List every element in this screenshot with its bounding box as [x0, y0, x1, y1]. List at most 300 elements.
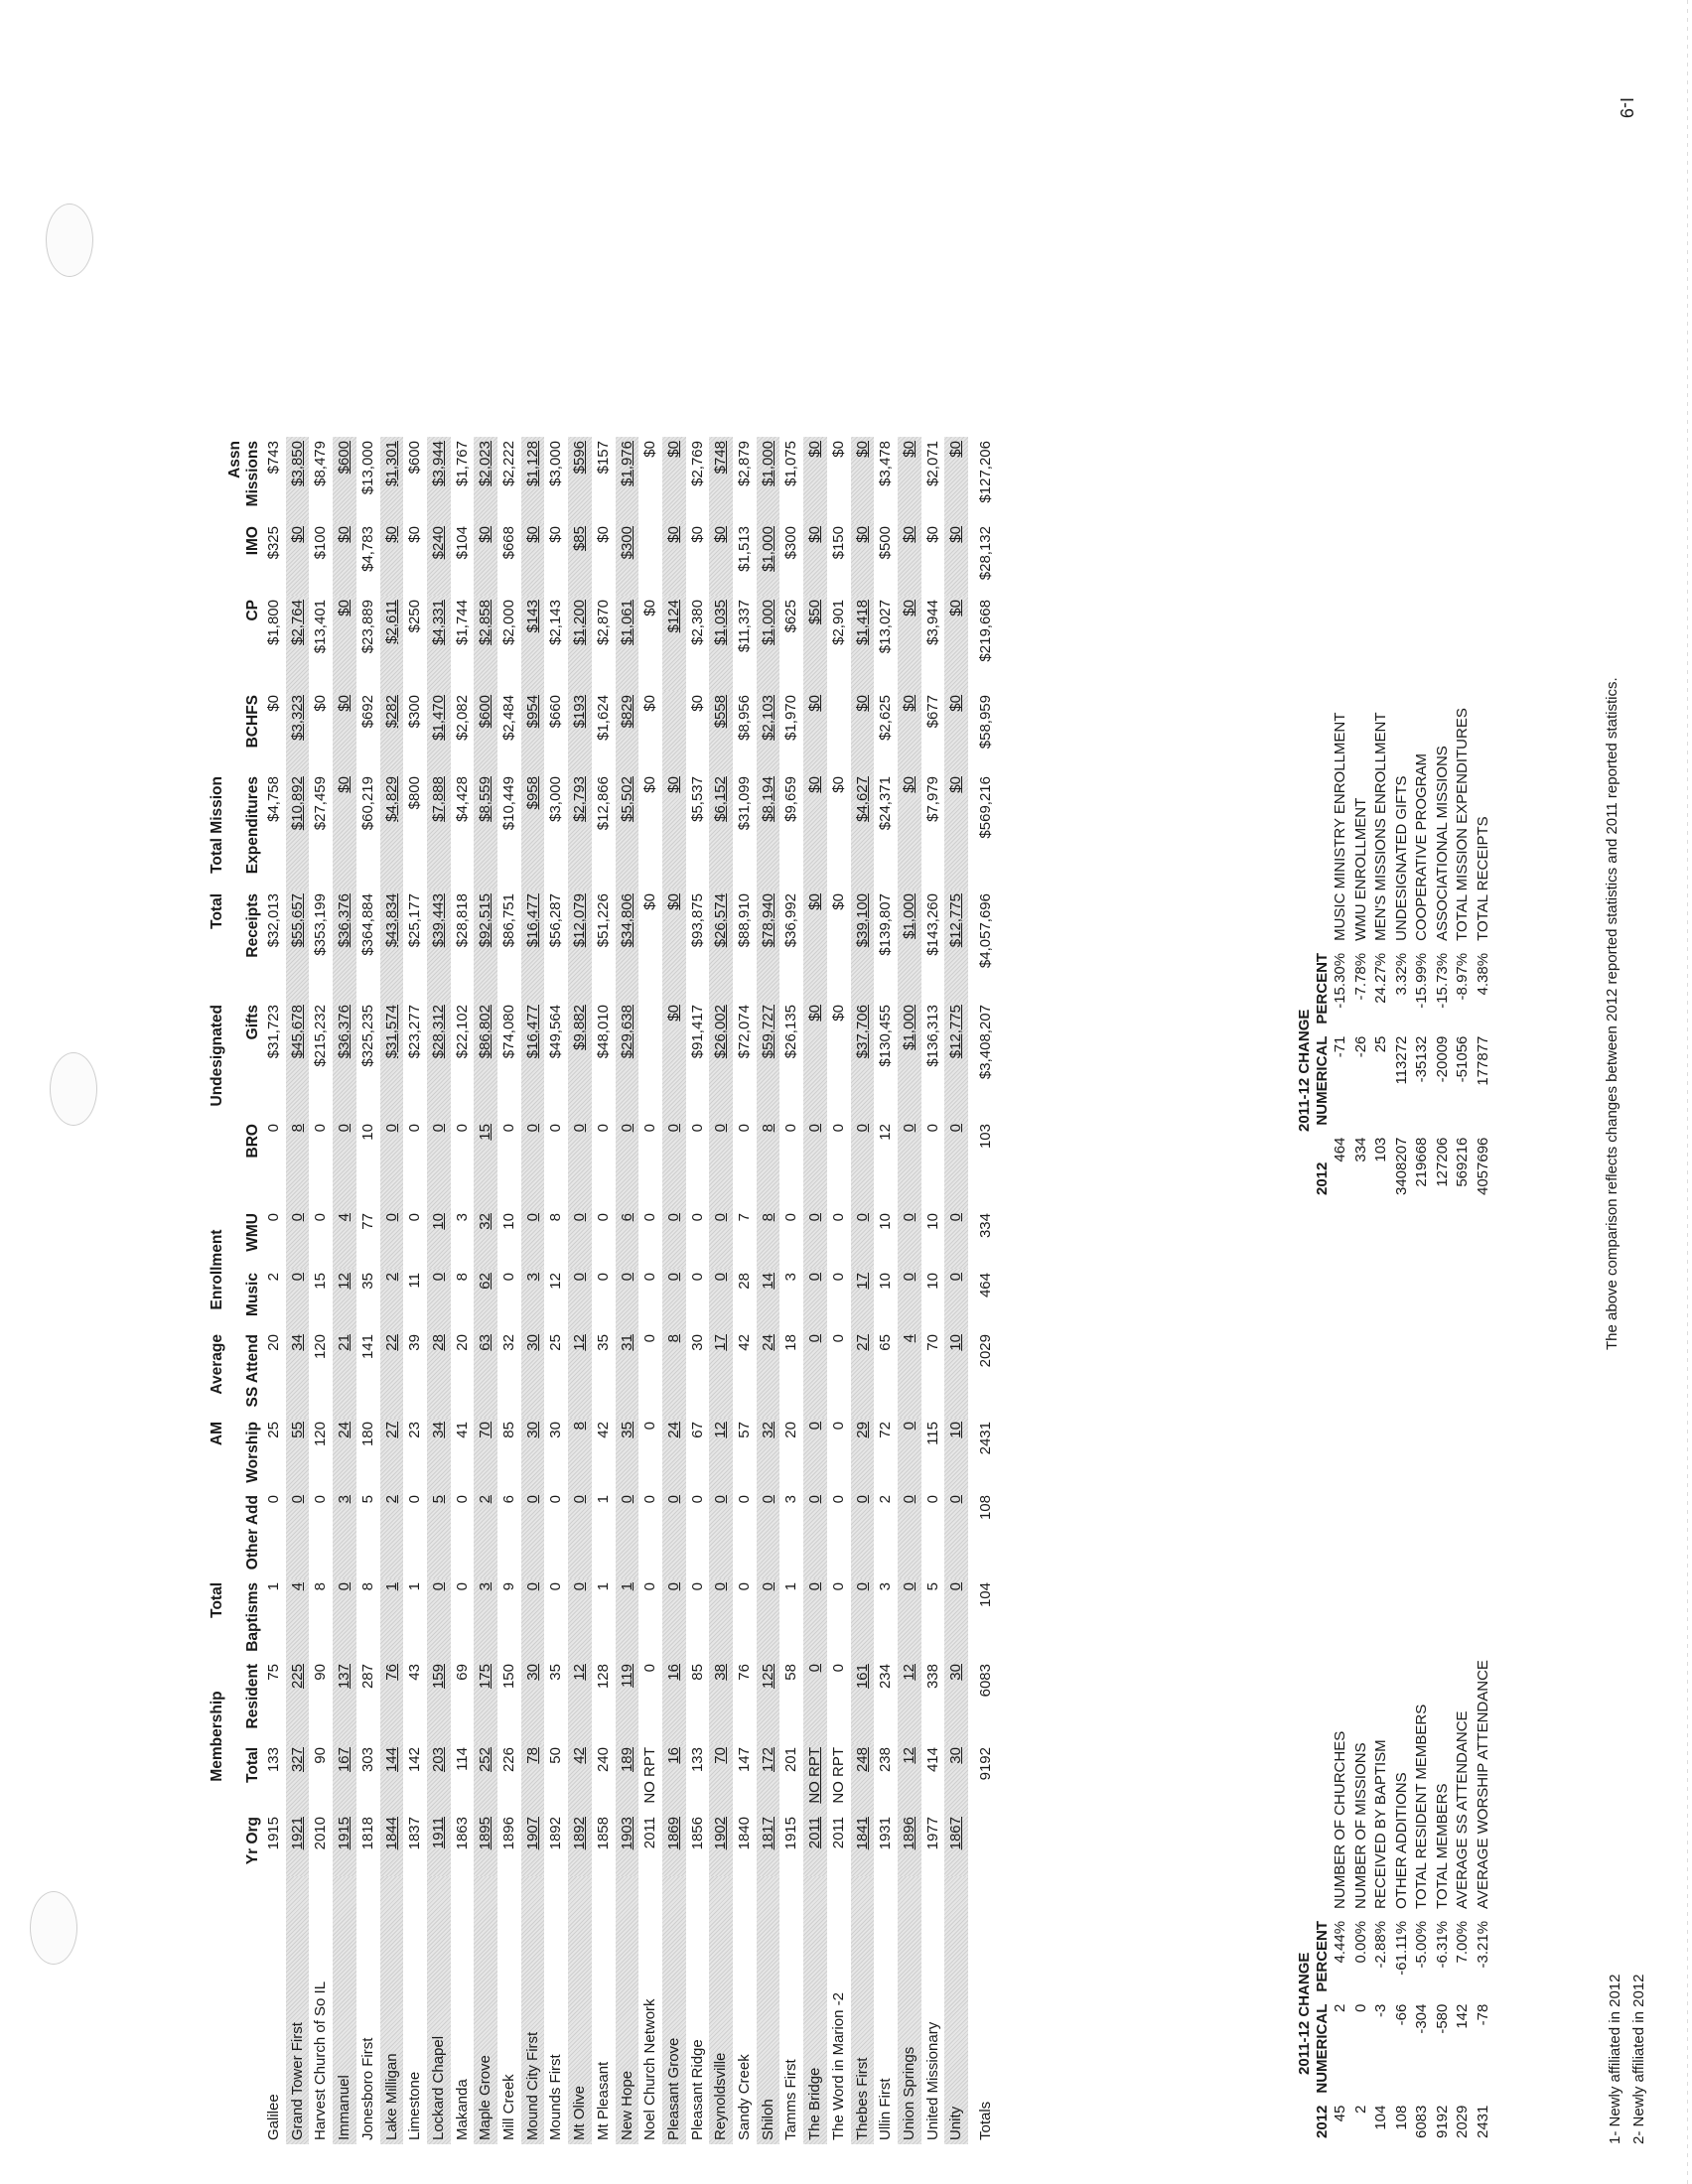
- binder-hole: [50, 1052, 97, 1126]
- table-cell: 23: [406, 1422, 424, 1438]
- table-cell: 1844: [380, 1813, 404, 1876]
- table-cell: 1915: [782, 1817, 800, 1850]
- table-cell: 1896: [898, 1813, 921, 1876]
- table-cell: 0: [616, 1120, 639, 1209]
- table-cell: $0: [923, 526, 941, 543]
- change-value: 177877: [1474, 1035, 1491, 1086]
- table-cell: 1911: [427, 1813, 451, 1876]
- table-cell: $1,000: [757, 437, 780, 522]
- table-cell: $23,277: [406, 1005, 424, 1059]
- table-cell: 8: [757, 1209, 780, 1269]
- table-cell: 0: [427, 1578, 451, 1660]
- table-cell: 20: [453, 1334, 471, 1351]
- table-cell: $45,678: [286, 1001, 310, 1120]
- table-cell: 240: [594, 1747, 612, 1773]
- table-cell: 0: [709, 1209, 733, 1269]
- change-value: 0.00%: [1351, 1920, 1369, 1964]
- table-cell: 0: [829, 1664, 847, 1673]
- table-cell: $59,727: [757, 1001, 780, 1120]
- table-cell: 3: [474, 1578, 497, 1660]
- am-group-header: AM: [209, 1422, 225, 1446]
- table-cell: 0: [406, 1213, 424, 1222]
- table-cell: 1892: [568, 1813, 592, 1876]
- table-cell: $2,764: [286, 596, 310, 691]
- table-cell: 248: [851, 1743, 875, 1813]
- table-cell: 10: [923, 1273, 941, 1290]
- change-label: ASSOCIATIONAL MISSIONS: [1433, 746, 1451, 941]
- table-cell: $2,484: [500, 695, 518, 741]
- table-cell: $1,744: [453, 600, 471, 645]
- table-cell: 327: [286, 1743, 310, 1813]
- table-cell: $60,219: [358, 776, 376, 831]
- table-cell: $12,775: [944, 889, 968, 1001]
- table-cell: 0: [736, 1124, 754, 1133]
- change-value: -15.30%: [1332, 952, 1348, 1009]
- table-row: [851, 437, 875, 2144]
- table-cell: 0: [898, 1269, 921, 1330]
- table-cell: 2: [265, 1273, 282, 1282]
- table-cell: 1903: [616, 1813, 639, 1876]
- table-cell: $29,638: [616, 1001, 639, 1120]
- table-cell: 28: [427, 1330, 451, 1418]
- table-cell: 27: [851, 1330, 875, 1418]
- table-cell: $130,455: [877, 1005, 895, 1067]
- table-cell: $86,802: [474, 1001, 497, 1120]
- table-cell: 0: [312, 1124, 330, 1133]
- table-cell: 30: [944, 1743, 968, 1813]
- table-cell: $91,417: [688, 1005, 706, 1059]
- change-value: -51056: [1454, 1035, 1471, 1083]
- total-mission-group-header: Total Mission: [209, 776, 225, 874]
- table-cell: 32: [757, 1418, 780, 1491]
- change-header: 2012: [1314, 1161, 1331, 1195]
- table-cell: 8: [312, 1582, 330, 1591]
- table-cell: 0: [803, 1209, 827, 1269]
- column-header: [226, 1876, 262, 2144]
- table-cell: 0: [688, 1213, 706, 1222]
- table-cell: 1915: [333, 1813, 356, 1876]
- totals-cell: $127,206: [977, 441, 995, 503]
- table-cell: 8: [358, 1582, 376, 1591]
- table-cell: $37,706: [851, 1001, 875, 1120]
- table-cell: 22: [380, 1330, 404, 1418]
- totals-row: [968, 437, 998, 2144]
- table-cell: 0: [521, 1578, 545, 1660]
- table-cell: $78,940: [757, 889, 780, 1001]
- table-cell: $0: [803, 772, 827, 889]
- table-cell: 0: [286, 1269, 310, 1330]
- table-cell: 58: [782, 1664, 800, 1681]
- table-cell: 3: [333, 1491, 356, 1578]
- change-value: 2029: [1454, 2105, 1471, 2138]
- table-cell: 0: [662, 1269, 686, 1330]
- table-cell: $240: [427, 522, 451, 596]
- table-cell: 3: [521, 1269, 545, 1330]
- table-cell: $0: [688, 526, 706, 543]
- change-value: -15.99%: [1413, 952, 1430, 1009]
- church-name-cell: Reynoldsville: [709, 1876, 733, 2144]
- change-value: -15.73%: [1433, 952, 1451, 1009]
- table-cell: $250: [406, 600, 424, 633]
- table-cell: $11,337: [736, 600, 754, 653]
- table-cell: 12: [877, 1124, 895, 1141]
- table-cell: 238: [877, 1747, 895, 1773]
- table-cell: $43,834: [380, 889, 404, 1001]
- table-cell: 41: [453, 1422, 471, 1438]
- table-cell: $13,000: [358, 441, 376, 495]
- change-label: AVERAGE SS ATTENDANCE: [1454, 1710, 1471, 1909]
- table-cell: $0: [333, 596, 356, 691]
- table-cell: 0: [803, 1578, 827, 1660]
- table-cell: 161: [851, 1660, 875, 1743]
- table-cell: $8,194: [757, 772, 780, 889]
- table-cell: 1915: [265, 1817, 282, 1850]
- table-cell: 0: [782, 1124, 800, 1133]
- table-cell: 0: [453, 1124, 471, 1133]
- table-cell: 114: [453, 1747, 471, 1771]
- table-cell: 0: [944, 1491, 968, 1578]
- change-row: [1371, 1654, 1392, 2144]
- table-cell: $0: [594, 526, 612, 543]
- totals-cell: Totals: [977, 2101, 995, 2140]
- table-cell: $0: [662, 1001, 686, 1120]
- table-cell: $150: [829, 526, 847, 560]
- change-value: 108: [1392, 2105, 1410, 2130]
- column-header: Worship: [244, 1422, 261, 1483]
- table-cell: 226: [500, 1747, 518, 1773]
- table-row: [638, 437, 662, 2144]
- table-cell: $500: [877, 526, 895, 560]
- page-number: I-9: [1617, 97, 1636, 119]
- table-cell: $600: [474, 691, 497, 772]
- table-cell: $139,807: [877, 893, 895, 956]
- table-cell: $0: [547, 526, 565, 543]
- column-header: BRO: [244, 1124, 261, 1159]
- change-label: TOTAL RECEIPTS: [1474, 816, 1491, 941]
- table-cell: 201: [782, 1747, 800, 1773]
- change-row: [1331, 1654, 1351, 2144]
- change-row: [1392, 702, 1413, 1201]
- table-cell: 2: [380, 1491, 404, 1578]
- table-cell: 0: [662, 1578, 686, 1660]
- change-header: 2012: [1314, 2105, 1331, 2138]
- change-label: NUMBER OF MISSIONS: [1351, 1742, 1369, 1909]
- table-cell: [827, 691, 851, 772]
- table-cell: $143,260: [923, 893, 941, 956]
- table-cell: 63: [474, 1330, 497, 1418]
- table-cell: $7,979: [923, 776, 941, 822]
- table-cell: 15: [312, 1273, 330, 1290]
- change-value: 334: [1351, 1137, 1369, 1162]
- table-cell: 24: [757, 1330, 780, 1418]
- table-cell: $0: [944, 522, 968, 596]
- table-cell: 12: [898, 1660, 921, 1743]
- table-cell: $4,428: [453, 776, 471, 822]
- totals-cell: 334: [977, 1213, 995, 1239]
- table-cell: $0: [944, 772, 968, 889]
- table-cell: $1,970: [782, 695, 800, 741]
- change-value: -304: [1413, 2003, 1430, 2034]
- change-value: -8.97%: [1454, 952, 1471, 1001]
- table-cell: 25: [547, 1334, 565, 1351]
- table-cell: 1818: [358, 1817, 376, 1850]
- table-cell: 0: [829, 1495, 847, 1504]
- totals-cell: 103: [977, 1124, 995, 1150]
- table-row: [616, 437, 639, 2144]
- column-header: Gifts: [244, 1005, 261, 1040]
- change-label: COOPERATIVE PROGRAM: [1413, 752, 1430, 941]
- table-cell: 10: [500, 1213, 518, 1230]
- table-cell: 0: [312, 1495, 330, 1504]
- change-title: 2011-12 CHANGE: [1296, 1952, 1313, 2075]
- table-cell: $325: [265, 526, 282, 560]
- table-cell: $0: [829, 1005, 847, 1022]
- table-cell: 12: [333, 1269, 356, 1330]
- table-cell: 25: [265, 1422, 282, 1438]
- church-name-cell: Mounds First: [547, 2054, 565, 2140]
- table-cell: 0: [688, 1273, 706, 1282]
- column-header: BCHFS: [244, 695, 261, 749]
- table-row: [544, 437, 568, 2144]
- change-label: NUMBER OF CHURCHES: [1332, 1730, 1348, 1909]
- table-cell: 0: [380, 1209, 404, 1269]
- table-cell: 8: [662, 1330, 686, 1418]
- table-cell: $0: [265, 695, 282, 712]
- table-cell: 0: [500, 1124, 518, 1133]
- table-cell: 85: [500, 1422, 518, 1438]
- table-cell: 0: [803, 1491, 827, 1578]
- table-cell: 3: [877, 1582, 895, 1591]
- table-cell: 0: [662, 1491, 686, 1578]
- table-cell: $2,901: [829, 600, 847, 645]
- table-cell: 203: [427, 1743, 451, 1813]
- table-cell: 35: [547, 1664, 565, 1681]
- table-cell: $22,102: [453, 1005, 471, 1059]
- table-cell: $0: [662, 437, 686, 522]
- table-cell: $9,659: [782, 776, 800, 822]
- change-table-right: [1314, 702, 1493, 1201]
- table-cell: $2,000: [500, 600, 518, 645]
- table-cell: $1,128: [521, 437, 545, 522]
- table-cell: $0: [851, 437, 875, 522]
- table-cell: 0: [333, 1120, 356, 1209]
- table-cell: $27,459: [312, 776, 330, 831]
- table-cell: $193: [568, 691, 592, 772]
- table-cell: 0: [265, 1213, 282, 1222]
- totals-cell: $28,132: [977, 526, 995, 581]
- table-cell: $0: [851, 691, 875, 772]
- change-value: -35132: [1413, 1035, 1430, 1083]
- table-cell: 1: [782, 1582, 800, 1591]
- table-cell: 34: [286, 1330, 310, 1418]
- table-cell: $10,449: [500, 776, 518, 831]
- table-cell: [662, 691, 686, 772]
- church-name-cell: Pleasant Grove: [662, 1876, 686, 2144]
- table-cell: $28,818: [453, 893, 471, 948]
- binder-hole: [30, 1891, 77, 1965]
- table-cell: $74,080: [500, 1005, 518, 1059]
- table-cell: 0: [427, 1120, 451, 1209]
- table-cell: 20: [782, 1422, 800, 1438]
- table-cell: $10,892: [286, 772, 310, 889]
- table-cell: 69: [453, 1664, 471, 1681]
- table-cell: 24: [333, 1418, 356, 1491]
- table-cell: 1902: [709, 1813, 733, 1876]
- table-cell: 55: [286, 1418, 310, 1491]
- column-header: Resident: [244, 1664, 261, 1729]
- table-cell: 3: [453, 1213, 471, 1222]
- table-cell: 0: [688, 1582, 706, 1591]
- table-cell: $2,143: [547, 600, 565, 645]
- change-value: -20009: [1433, 1035, 1451, 1083]
- church-statistics-table: [209, 437, 998, 2144]
- table-cell: 137: [333, 1660, 356, 1743]
- table-cell: 2011: [829, 1817, 847, 1849]
- table-cell: $0: [803, 889, 827, 1001]
- table-cell: 189: [616, 1743, 639, 1813]
- table-cell: 30: [688, 1334, 706, 1351]
- table-cell: 0: [641, 1273, 659, 1282]
- table-cell: $1,000: [898, 1001, 921, 1120]
- table-cell: 30: [521, 1330, 545, 1418]
- table-cell: 0: [851, 1491, 875, 1578]
- table-cell: 0: [757, 1578, 780, 1660]
- change-label: UNDESIGNATED GIFTS: [1392, 775, 1410, 941]
- table-cell: 70: [709, 1743, 733, 1813]
- table-cell: 76: [736, 1664, 754, 1681]
- table-cell: 1977: [923, 1817, 941, 1850]
- totals-cell: 6083: [977, 1664, 995, 1698]
- totals-cell: 2029: [977, 1334, 995, 1368]
- table-cell: $4,829: [380, 772, 404, 889]
- table-cell: 141: [358, 1334, 376, 1360]
- column-header: IMO: [244, 526, 261, 556]
- table-cell: 9: [500, 1582, 518, 1591]
- table-cell: 1: [265, 1582, 282, 1591]
- group-header-row: [209, 437, 226, 2144]
- change-row: [1412, 1654, 1433, 2144]
- change-value: 2: [1351, 2105, 1369, 2114]
- table-cell: $2,879: [736, 441, 754, 486]
- table-cell: 12: [898, 1743, 921, 1813]
- table-cell: 167: [333, 1743, 356, 1813]
- table-cell: 252: [474, 1743, 497, 1813]
- table-cell: $0: [709, 522, 733, 596]
- table-cell: 180: [358, 1422, 376, 1447]
- table-cell: $4,331: [427, 596, 451, 691]
- table-row: [380, 437, 404, 2144]
- table-cell: $596: [568, 437, 592, 522]
- table-cell: $4,627: [851, 772, 875, 889]
- table-cell: $1,000: [898, 889, 921, 1001]
- table-cell: 172: [757, 1743, 780, 1813]
- totals-cell: 464: [977, 1273, 995, 1298]
- totals-cell: $4,057,696: [977, 893, 995, 969]
- table-cell: $0: [851, 522, 875, 596]
- table-cell: $26,135: [782, 1005, 800, 1059]
- table-cell: $26,002: [709, 1001, 733, 1120]
- church-name-cell: The Bridge: [803, 1876, 827, 2144]
- table-cell: $325,235: [358, 1005, 376, 1067]
- table-cell: 287: [358, 1664, 376, 1690]
- table-cell: 120: [312, 1422, 330, 1447]
- table-row: [709, 437, 733, 2144]
- table-cell: 0: [709, 1269, 733, 1330]
- change-row: [1474, 702, 1494, 1201]
- table-cell: $50: [803, 596, 827, 691]
- table-cell: 125: [757, 1660, 780, 1743]
- column-header: Expenditures: [244, 776, 261, 875]
- change-label: TOTAL MISSION EXPENDITURES: [1454, 708, 1471, 941]
- table-cell: 0: [406, 1495, 424, 1504]
- table-cell: $7,888: [427, 772, 451, 889]
- change-label: WMU ENROLLMENT: [1351, 797, 1369, 941]
- table-cell: 42: [736, 1334, 754, 1351]
- table-cell: $0: [898, 596, 921, 691]
- church-name-cell: Maple Grove: [474, 1876, 497, 2144]
- change-value: 219668: [1413, 1137, 1430, 1187]
- table-cell: 144: [380, 1743, 404, 1813]
- table-cell: $85: [568, 522, 592, 596]
- table-cell: 65: [877, 1334, 895, 1351]
- table-cell: $12,866: [594, 776, 612, 831]
- table-row: [779, 437, 803, 2144]
- table-cell: 78: [521, 1743, 545, 1813]
- table-cell: 90: [312, 1664, 330, 1681]
- table-cell: $51,226: [594, 893, 612, 948]
- table-cell: $0: [829, 893, 847, 910]
- table-cell: $0: [380, 522, 404, 596]
- table-cell: 0: [662, 1209, 686, 1269]
- column-header: Music: [244, 1273, 261, 1316]
- table-cell: $0: [662, 522, 686, 596]
- table-cell: $2,082: [453, 695, 471, 741]
- column-header-row: [226, 437, 262, 2144]
- comparison-note: The above comparison reflects changes between 2012 reported statistics and 2011 reported statistics.: [1604, 677, 1621, 1350]
- table-cell: 10: [427, 1209, 451, 1269]
- table-cell: $300: [406, 695, 424, 729]
- change-value: -71: [1332, 1035, 1348, 1058]
- table-cell: 8: [547, 1213, 565, 1222]
- table-cell: 1: [380, 1578, 404, 1660]
- church-name-cell: Noel Church Network: [641, 1998, 659, 2140]
- table-cell: 12: [568, 1660, 592, 1743]
- table-cell: $124: [662, 596, 686, 691]
- table-cell: 5: [358, 1495, 376, 1504]
- table-cell: 115: [923, 1422, 941, 1445]
- table-cell: 0: [641, 1124, 659, 1133]
- table-row: [403, 437, 427, 2144]
- footnotes: [1604, 1975, 1651, 2145]
- table-cell: $829: [616, 691, 639, 772]
- table-cell: $12,079: [568, 889, 592, 1001]
- table-cell: $143: [521, 596, 545, 691]
- table-cell: $0: [474, 522, 497, 596]
- church-name-cell: Tamms First: [782, 2059, 800, 2140]
- table-cell: 0: [265, 1124, 282, 1133]
- scan-edge: [1687, 0, 1688, 2184]
- table-cell: 14: [757, 1269, 780, 1330]
- church-name-cell: Pleasant Ridge: [688, 2039, 706, 2140]
- table-cell: 0: [782, 1213, 800, 1222]
- table-cell: $8,479: [312, 441, 330, 486]
- table-cell: 0: [568, 1578, 592, 1660]
- table-cell: 1867: [944, 1813, 968, 1876]
- table-cell: 85: [688, 1664, 706, 1681]
- table-cell: $1,418: [851, 596, 875, 691]
- table-cell: 0: [829, 1273, 847, 1282]
- table-cell: 0: [898, 1209, 921, 1269]
